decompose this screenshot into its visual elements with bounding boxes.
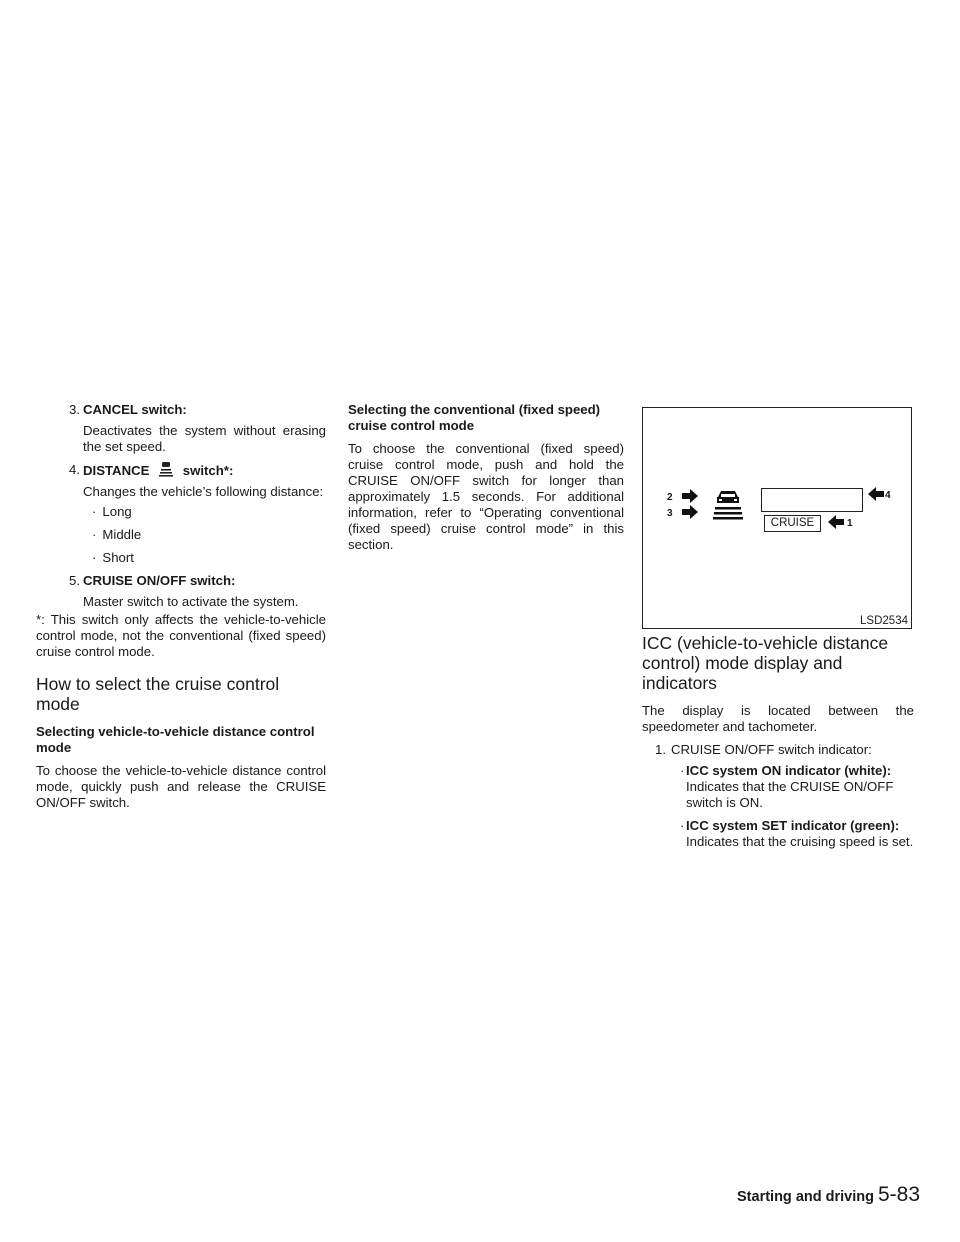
callout-3: 3 [667,508,673,519]
option-middle [36,527,326,543]
list-item-1 [642,742,914,758]
item-description: Master switch to activate the system. [83,594,299,609]
arrow-icon [681,489,699,503]
list-item-5 [36,573,326,589]
figure-label: LSD2534 [860,615,908,627]
option-label: Long [102,504,132,519]
intro-text: The display is located between the speedometer and tachometer. [642,703,914,734]
item-number: 5. [69,573,80,588]
item-label-pre: DISTANCE [83,463,150,478]
item-label: CANCEL switch: [83,402,187,417]
item-number: 4. [69,462,80,477]
distance-icon [153,462,179,478]
footnote: *: This switch only affects the vehicle-to-vehicle control mode, not the conventional (fixed speed) cruise control mode. [36,612,326,659]
vehicle-distance-icon [712,488,744,522]
column-middle [348,402,624,560]
subsection-title: Selecting the conventional (fixed speed) cruise control mode [348,402,601,433]
section-heading: How to select the cruise control mode [36,674,280,714]
section-heading: ICC (vehicle-to-vehicle distance control) mode display and indicators [642,633,889,693]
indicator-label: ICC system ON indicator (white): [686,763,892,778]
column-right [642,633,914,857]
list-item-4 [36,462,326,479]
indicator-label: ICC system SET indicator (green): [686,818,900,833]
item-number: 1. [655,742,666,757]
arrow-icon [867,487,885,501]
bullet: · [680,818,685,833]
option-short [36,550,326,566]
subsection-text: To choose the vehicle-to-vehicle distance control mode, quickly push and release the CRUISE ON/OFF switch. [36,763,326,810]
display-figure [642,407,912,629]
subsection-title: Selecting vehicle-to-vehicle distance control mode [36,724,315,755]
item-label-post: switch*: [182,463,234,478]
cruise-indicator: CRUISE [764,515,821,532]
option-long [36,504,326,520]
bullet: · [92,550,97,565]
indicator-set-item [642,818,914,850]
item-description: Changes the vehicle’s following distance: [83,484,324,499]
list-item-3 [36,402,326,418]
item-description: Deactivates the system without erasing the set speed. [83,423,326,454]
bullet: · [92,504,97,519]
item-label: CRUISE ON/OFF switch: [83,573,236,588]
page-footer [737,1183,920,1207]
arrow-icon [681,505,699,519]
indicator-content [686,763,914,811]
page-number: 5-83 [877,1183,920,1206]
item-number: 3. [69,402,80,417]
status-display-box [761,488,863,512]
arrow-icon [827,515,845,529]
option-label: Middle [102,527,142,542]
indicator-content [686,818,913,850]
subsection-text: To choose the conventional (fixed speed) cruise control mode, push and hold the CRUISE ON/OFF switch for longer than approximately 1.5 seconds. For additional information, refer to “Operating conventional (fixed speed) cruise control mode” in this section. [348,441,624,552]
indicator-on-item [642,763,914,811]
callout-2: 2 [667,492,673,503]
item-text: CRUISE ON/OFF switch indicator: [671,742,872,757]
column-left [36,402,326,818]
bullet: · [92,527,97,542]
indicator-desc: Indicates that the cruising speed is set. [686,834,914,849]
section-name: Starting and driving [737,1189,874,1205]
bullet: · [680,763,685,778]
callout-1: 1 [847,518,853,529]
indicator-desc: Indicates that the CRUISE ON/OFF switch is ON. [686,779,894,810]
option-label: Short [102,550,134,565]
item-label [83,462,233,479]
callout-4: 4 [885,490,891,501]
